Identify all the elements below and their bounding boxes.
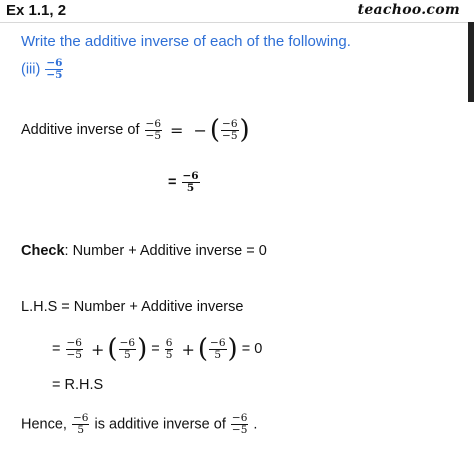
minus-sign: − (193, 120, 207, 140)
question-fraction (45, 58, 63, 81)
fraction-denominator: −5 (46, 69, 63, 81)
result-line (168, 171, 201, 194)
calculation-line (52, 336, 262, 362)
fraction-denominator: 5 (165, 348, 173, 361)
left-paren: ( (197, 334, 209, 364)
line-text: Additive inverse of (21, 121, 140, 138)
question-part (21, 58, 64, 81)
fraction-numerator: −6 (210, 336, 226, 349)
scrollbar[interactable] (468, 22, 474, 102)
fraction-numerator: −6 (119, 336, 136, 349)
plus-sign: + (181, 339, 195, 359)
fraction-denominator: −5 (145, 129, 161, 142)
check-line (21, 243, 267, 259)
fraction-numerator: −6 (182, 170, 199, 182)
check-text: : Number + Additive inverse = 0 (64, 243, 267, 259)
right-paren: ) (137, 334, 148, 364)
fraction-numerator: −6 (72, 412, 89, 424)
fraction (221, 119, 238, 142)
fraction (165, 338, 174, 361)
fraction (231, 413, 248, 436)
left-paren: ( (107, 334, 118, 364)
result-zero: = 0 (241, 340, 263, 357)
right-paren: ) (227, 334, 238, 364)
fraction-denominator: 5 (123, 348, 131, 361)
left-paren: ( (209, 115, 221, 145)
fraction-numerator: −6 (222, 117, 238, 130)
check-label: Check (21, 243, 65, 259)
fraction (66, 338, 83, 361)
brand-logo: teachoo.com (357, 2, 460, 18)
fraction-denominator: 5 (214, 348, 222, 361)
fraction-denominator: −5 (66, 348, 82, 361)
conclusion-text: is additive inverse of (94, 416, 226, 433)
question-text: Write the additive inverse of each of the following. (21, 33, 351, 50)
fraction-denominator: 5 (77, 424, 85, 436)
equals-sign: = (151, 340, 160, 357)
period: . (253, 416, 258, 433)
lhs-line: L.H.S = Number + Additive inverse (21, 299, 244, 315)
rhs-line: = R.H.S (52, 377, 104, 393)
right-paren: ) (239, 115, 250, 145)
fraction (209, 338, 226, 361)
conclusion-line (21, 413, 257, 436)
fraction (145, 119, 162, 142)
fraction-numerator: 6 (165, 336, 173, 349)
fraction-denominator: 5 (186, 182, 195, 194)
equals-sign: = (168, 174, 177, 191)
fraction (72, 413, 89, 436)
additive-inverse-line (21, 117, 250, 143)
equals-sign: = (52, 340, 61, 357)
plus-sign: + (91, 339, 105, 359)
fraction-numerator: −6 (231, 412, 248, 424)
fraction (119, 338, 136, 361)
result-fraction (182, 171, 200, 194)
header-bar (0, 0, 474, 23)
equals-sign: = (170, 120, 184, 140)
fraction-numerator: −6 (66, 336, 82, 349)
hence-text: Hence, (21, 416, 67, 433)
fraction-denominator: −5 (222, 129, 238, 142)
fraction-numerator: −6 (145, 117, 161, 130)
fraction-numerator: −6 (46, 57, 63, 69)
fraction-denominator: −5 (231, 424, 248, 436)
exercise-title: Ex 1.1, 2 (6, 2, 67, 19)
part-label: (iii) (21, 61, 41, 78)
